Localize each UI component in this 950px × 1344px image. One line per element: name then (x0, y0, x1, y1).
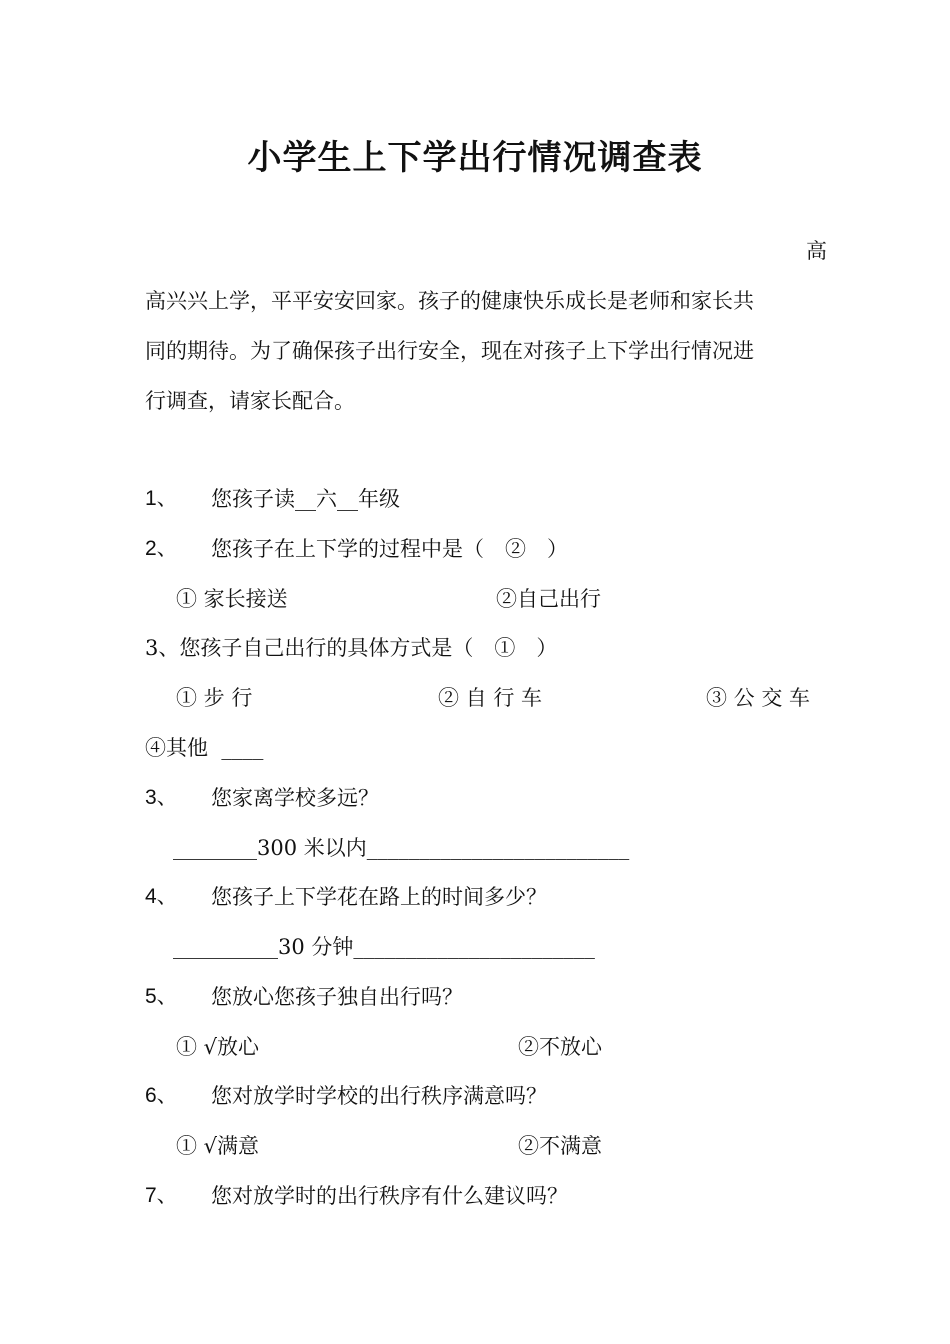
q4-number: 4、 (145, 885, 178, 908)
page-title: 小学生上下学出行情况调查表 (247, 138, 703, 178)
intro-line-2: 同的期待。为了确保孩子出行安全，现在对孩子上下学出行情况进 (145, 339, 754, 363)
q2-text: 您孩子在上下学的过程中是（ ② ） (211, 537, 568, 561)
q6-text: 您对放学时学校的出行秩序满意吗？ (211, 1084, 547, 1108)
q7-number: 7、 (145, 1184, 178, 1207)
q3b-text: 您家离学校多远？ (211, 786, 379, 810)
q2-option-1: ① 家长接送 (176, 587, 288, 611)
q2-option-2: ②自己出行 (496, 587, 601, 611)
q6-option-1: ① √满意 (176, 1134, 260, 1158)
q3b-answer: ________300 米以内_________________________ (173, 836, 630, 860)
q3a-option-1: ① 步 行 (176, 686, 253, 710)
q5-option-1: ① √放心 (176, 1035, 260, 1059)
q1-number: 1、 (145, 487, 178, 510)
q3a-option-3: ③ 公 交 车 (706, 686, 811, 710)
intro-line-1: 高兴兴上学，平平安安回家。孩子的健康快乐成长是老师和家长共 (145, 289, 754, 313)
q6-number: 6、 (145, 1084, 178, 1107)
q5-number: 5、 (145, 985, 178, 1008)
q2-number: 2、 (145, 537, 178, 560)
q4-text: 您孩子上下学花在路上的时间多少？ (211, 885, 547, 909)
q3a-option-4: ④其他 ____ (145, 736, 264, 760)
q6-option-2: ②不满意 (518, 1134, 602, 1158)
q5-option-2: ②不放心 (518, 1035, 602, 1059)
q3a-text: 3、您孩子自己出行的具体方式是（ ① ） (145, 636, 558, 660)
intro-line-3: 行调查，请家长配合。 (145, 389, 355, 413)
intro-first-char: 高 (806, 239, 827, 263)
q4-answer: __________30 分钟_______________________ (173, 935, 595, 959)
q7-text: 您对放学时的出行秩序有什么建议吗？ (211, 1184, 568, 1208)
q3a-option-2: ② 自 行 车 (438, 686, 543, 710)
q1-text: 您孩子读__六__年级 (211, 487, 400, 511)
q5-text: 您放心您孩子独自出行吗？ (211, 985, 463, 1009)
q3b-number: 3、 (145, 786, 178, 809)
